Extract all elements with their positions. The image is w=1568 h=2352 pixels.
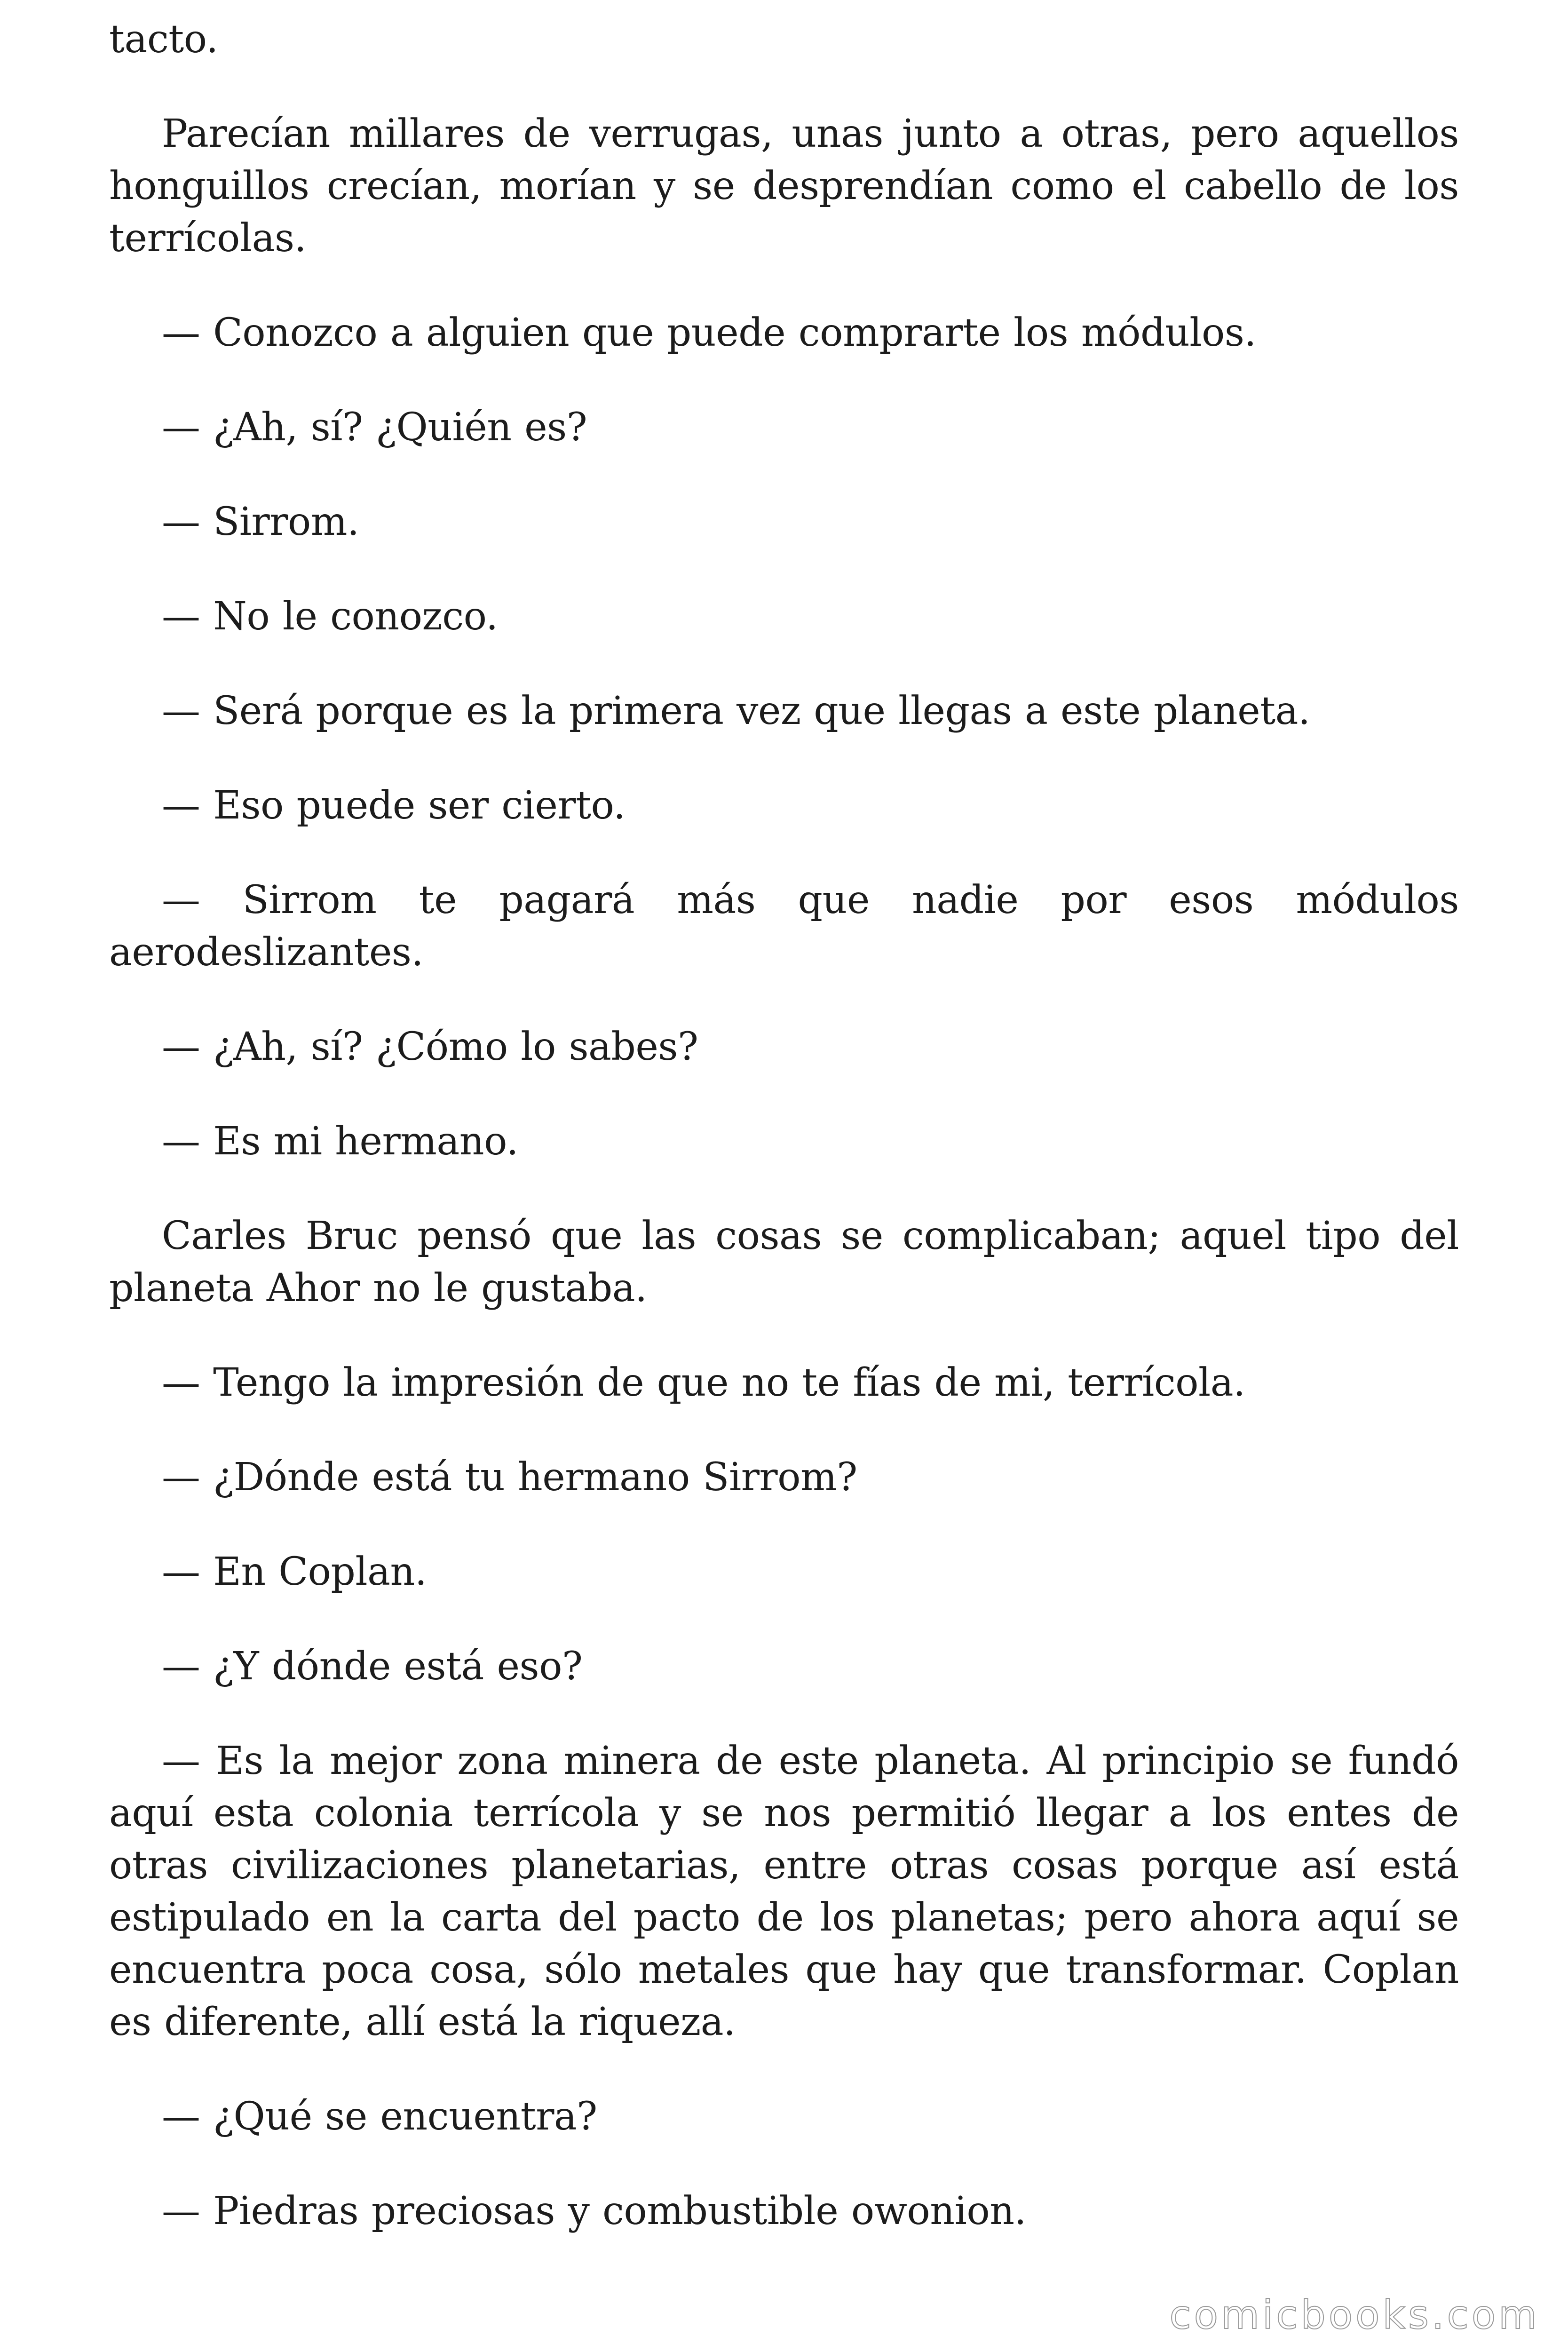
dialogue-line: — Será porque es la primera vez que llegas a este planeta. (162, 689, 1310, 733)
book-page-text (109, 13, 1459, 2280)
paragraph: tacto. (109, 17, 218, 62)
paragraph: Carles Bruc pensó que las cosas se complicaban; aquel tipo del planeta Ahor no le gustaba. (109, 1214, 1459, 1311)
paragraph: Parecían millares de verrugas, unas junto a otras, pero aquellos honguillos crecían, morían y se desprendían como el cabello de los terrícolas. (109, 111, 1459, 261)
dialogue-line: — No le conozco. (162, 594, 498, 639)
dialogue-line: — Tengo la impresión de que no te fías de mi, terrícola. (162, 1360, 1245, 1405)
dialogue-line: — ¿Y dónde está eso? (162, 1644, 583, 1689)
dialogue-line: — Sirrom te pagará más que nadie por esos módulos aerodeslizantes. (109, 878, 1459, 975)
dialogue-line: — Es la mejor zona minera de este planeta. Al principio se fundó aquí esta colonia terrícola y se nos permitió llegar a los entes de otras civilizaciones planetarias, entre otras cosas porque así está estipulado en la carta del pacto de los planetas; pero ahora aquí se encuentra poca cosa, sólo metales que hay que transformar. Coplan es diferente, allí está la riqueza. (109, 1739, 1459, 2044)
watermark: comicbooks.com (1169, 2292, 1540, 2338)
dialogue-line: — Es mi hermano. (162, 1119, 519, 1164)
dialogue-line: — ¿Ah, sí? ¿Quién es? (162, 405, 587, 450)
dialogue-line: — En Coplan. (162, 1549, 427, 1594)
dialogue-line: — ¿Qué se encuentra? (162, 2094, 597, 2139)
dialogue-line: — Eso puede ser cierto. (162, 783, 626, 828)
dialogue-line: — ¿Dónde está tu hermano Sirrom? (162, 1455, 857, 1500)
dialogue-line: — Sirrom. (162, 500, 359, 544)
dialogue-line: — ¿Ah, sí? ¿Cómo lo sabes? (162, 1025, 698, 1069)
dialogue-line: — Conozco a alguien que puede comprarte los módulos. (162, 310, 1256, 355)
dialogue-line: — Piedras preciosas y combustible owonion. (162, 2189, 1027, 2233)
